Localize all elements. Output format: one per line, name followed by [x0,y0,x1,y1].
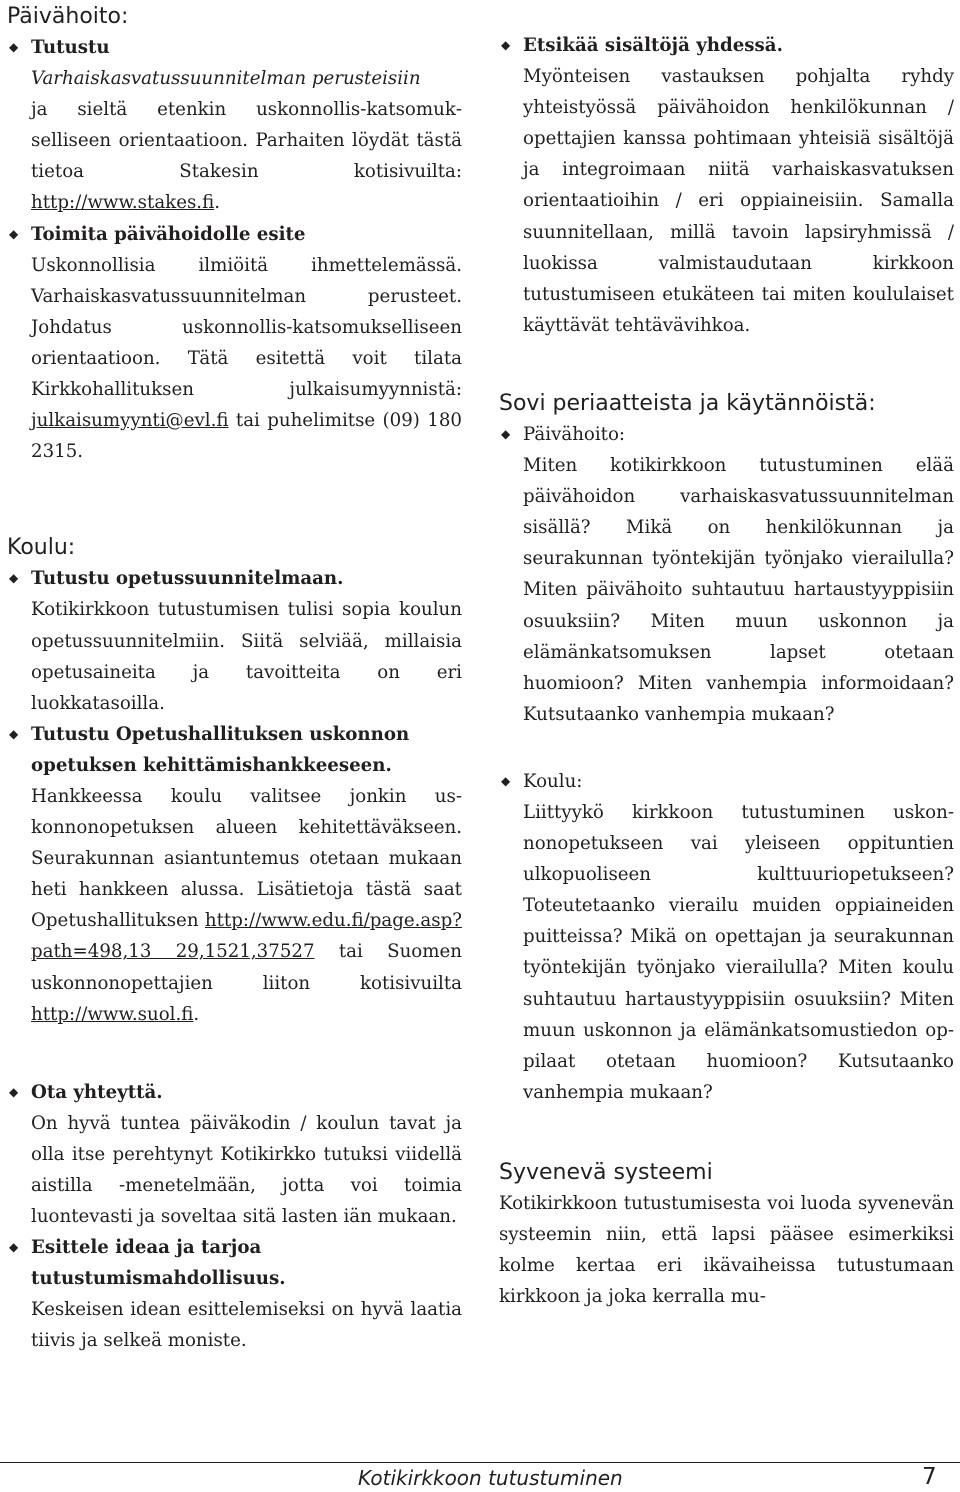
list-item [499,30,954,341]
bullet-icon: ◆ [9,226,19,241]
list-item [7,563,462,718]
section-heading-sovi: Sovi periaatteista ja käytännöistä: [499,390,876,416]
oph-link[interactable]: http://www.edu.fi/page.asp?path=498,13 29,1521,37527 [31,910,462,963]
bullet-icon: ◆ [9,571,19,586]
section-heading-koulu: Koulu: [7,535,76,561]
list-item [7,719,462,1030]
bullet-icon: ◆ [9,1084,19,1099]
email-link[interactable]: julkaisumyynti@evl.fi [31,410,229,432]
footer-divider [0,1462,960,1463]
item-body: Myönteisen vastauksen pohjalta ryhdy yhteistyössä päivähoidon henkilökunnan / opettajien kanssa pohtimaan yhteisiä sisältöjä ja integroimaan niitä varhaiskasvatuksen orientaatioihin / eri oppiaineisiin. Samalla suunnitellaan, millä tavoin lapsiryhmissä / luokissa valmistaudutaan kirkkoon tutustumiseen etukäteen tai miten koululaiset käyttävät tehtävävihkoa. [523,66,954,336]
item-body: Kotikirkkoon tutustumisen tulisi sopia koulun opetussuunnitelmiin. Siitä selviää, millaisia opetusaineita ja tavoitteita on eri luokkatasoilla. [31,599,462,714]
list-item [499,419,954,730]
bullet-icon: ◆ [501,38,511,52]
item-body: Uskonnollisia ilmiöitä ihmettelemässä. Varhaiskasvatussuunnitelman perusteet. Johdatus uskonnollis-katsomukselliseen orientaatioon. Tätä esitettä voit tilata Kirkkohallituksen julkaisumyynnistä: julkaisumyynti@evl.fi tai puhelimitse (09) 180 2315. [31,254,462,463]
item-body: Hankkeessa koulu valitsee jonkin uskonnonopetuksen alueen kehitettäväkseen. Seurakunnan asiantuntemus otetaan mukaan heti hankkeen alussa. Lisätietoja tästä saat Opetushallituksen http://www.edu.fi/page.asp?path=498,13 29,1521,37527 tai Suomen uskonnonopettajien liiton kotisivuilta http://www.suol.fi. [31,785,462,1025]
item-body: Keskeisen idean esittelemiseksi on hyvä laatia tiivis ja selkeä moniste. [31,1299,462,1352]
suol-link[interactable]: http://www.suol.fi [31,1003,194,1025]
left-column [7,0,462,1357]
item-title: Etsikää sisältöjä yhdessä. [523,35,783,56]
stakes-link[interactable]: http://www.stakes.fi [31,192,215,214]
list-item [7,32,462,219]
list-item [7,1077,462,1232]
section-heading-syveneva: Syvenevä systeemi [499,1159,713,1185]
item-title: Ota yhteyttä. [31,1081,163,1103]
footer-title: Kotikirkkoon tutustuminen [358,1466,623,1490]
page-number: 7 [922,1464,937,1490]
paragraph: Kotikirkkoon tutustumisesta voi luoda syvenevän systeemin niin, että lapsi pääsee esimerkiksi kolme kertaa eri ikävaiheissa tutustumaan kirkkoon ja joka kerralla mu- [499,1192,954,1308]
item-body: On hyvä tuntea päiväkodin / koulun tavat ja olla itse perehtynyt Kotikirkko tutuksi viidellä aistilla -menetelmään, jotta voi toimia luontevasti ja soveltaa sitä lasten iän mukaan. [31,1112,462,1228]
item-title: Päivähoito: [523,423,626,445]
item-title: Koulu: [523,770,583,792]
item-title: Tutustu [31,37,110,58]
list-item [499,766,954,1108]
item-title: Toimita päivähoidolle esite [31,223,306,245]
item-body: Varhaiskasvatussuunnitelman perusteisiin [31,68,421,90]
bullet-icon: ◆ [9,40,19,54]
list-item [7,1232,462,1356]
bullet-icon: ◆ [9,726,19,741]
bullet-icon: ◆ [501,773,511,788]
bullet-icon: ◆ [9,1240,19,1255]
item-body: ja sieltä etenkin uskonnollis-katsomukselliseen orientaatioon. Parhaiten löydät tästä tietoa Stakesin kotisivuilta: http://www.stakes.fi. [31,99,462,214]
item-title: Esittele ideaa ja tarjoa tutustumismahdollisuus. [31,1237,286,1290]
bullet-icon: ◆ [501,426,511,441]
list-item [7,219,462,468]
right-column [499,30,954,1312]
item-title: Tutustu opetussuunnitelmaan. [31,568,344,590]
item-body: Miten kotikirkkoon tutustuminen elää päivähoidon varhaiskasvatussuunnitelman sisällä? Mikä on henkilökunnan ja seurakunnan työntekijän työnjako vierailulla? Miten päivähoito suhtautuu hartaustyyppisiin osuuksiin? Miten muun uskonnon ja elämänkatsomuksen lapset otetaan huomioon? Miten vanhempia informoidaan? Kutsutaanko vanhempia mukaan? [523,455,954,725]
item-title: Tutustu Opetushallituksen uskonnon opetuksen kehittämishankkeeseen. [31,723,410,776]
section-heading-paivahoito: Päivähoito: [7,4,129,29]
item-body: Liittyykö kirkkoon tutustuminen uskonnonopetukseen vai yleiseen oppituntien ulkopuoliseen kulttuuriopetukseen? Toteutetaanko vierailu muiden oppiaineiden puitteissa? Mikä on opettajan ja seurakunnan työntekijän työnjako vierailulla? Miten koulu suhtautuu hartaustyyppisiin osuuksiin? Miten muun uskonnon ja elämänkatsomustiedon oppilaat otetaan huomioon? Kutsutaanko vanhempia mukaan? [523,801,954,1103]
